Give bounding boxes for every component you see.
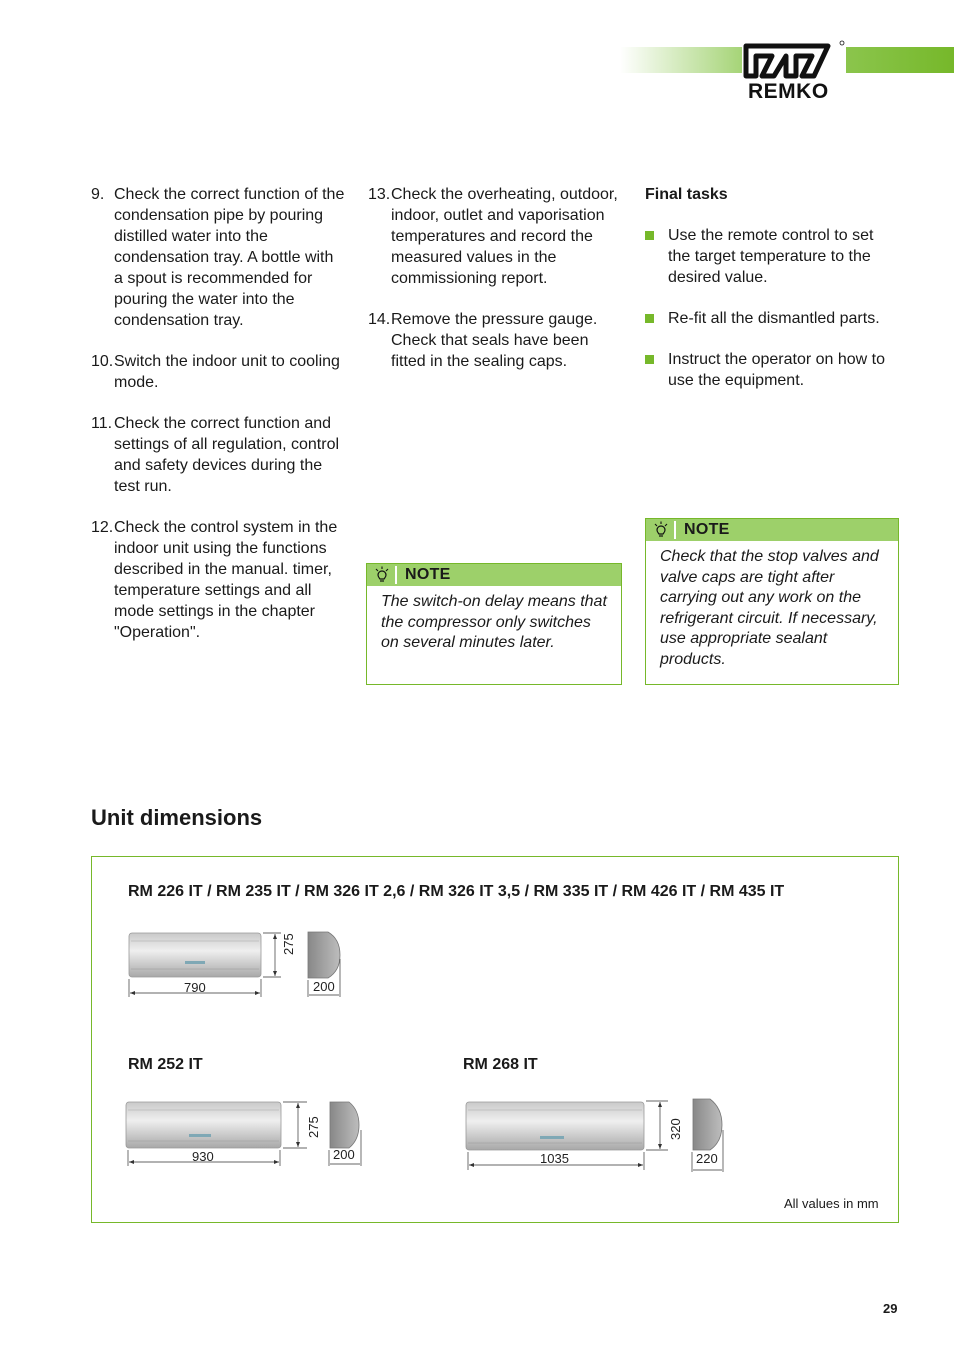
note-text: Check that the stop valves and valve caps are tight after carrying out any work on the refrigerant circuit. If necessary, use appropriate sealant products. [660, 548, 879, 668]
note-box-switch-delay [366, 563, 622, 685]
depth-label: 220 [696, 1151, 718, 1166]
note-box-stop-valves [645, 518, 899, 685]
page-number: 29 [883, 1301, 898, 1316]
list-item: 9. Check the correct function of the condensation pipe by pouring distilled water into the condensation tray. A bottle with a spout is recommended for pouring the water into the condensation tray. [91, 186, 345, 329]
bullet-item: Instruct the operator on how to use the equipment. [645, 349, 900, 391]
column-2 [368, 184, 618, 372]
note-title: NOTE [405, 566, 451, 583]
note-header [646, 519, 898, 541]
square-bullet-icon [645, 231, 654, 240]
square-bullet-icon [645, 355, 654, 364]
bullet-item: Use the remote control to set the target temperature to the desired value. [645, 225, 900, 288]
final-tasks-heading: Final tasks [645, 186, 728, 203]
height-label: 320 [668, 1118, 683, 1140]
list-item: 12. Check the control system in the indoor unit using the functions described in the manual. timer, temperature settings and all mode settings in the chapter "Operation". [91, 519, 338, 641]
section-title: Unit dimensions [91, 805, 263, 830]
note-title: NOTE [684, 521, 730, 538]
unit-note: All values in mm [784, 1196, 879, 1211]
height-label: 275 [281, 933, 296, 955]
note-header [367, 564, 621, 586]
width-label: 1035 [540, 1151, 569, 1166]
list-item: 10. Switch the indoor unit to cooling mode. [91, 353, 340, 391]
unit-drawing-group-3 [460, 1094, 730, 1174]
width-label: 930 [192, 1149, 214, 1164]
model-list-group-3: RM 268 IT [463, 1056, 538, 1073]
height-label: 275 [306, 1116, 321, 1138]
lightbulb-icon [373, 566, 397, 584]
list-item: 13. Check the overheating, outdoor, indoor, outlet and vaporisation temperatures and record the measured values in the commissioning report. [368, 186, 618, 287]
list-item: 11. Check the correct function and settings of all regulation, control and safety devices during the test run. [91, 415, 340, 495]
depth-label: 200 [313, 979, 335, 994]
column-1 [91, 184, 346, 643]
depth-label: 200 [333, 1147, 355, 1162]
brand-name: REMKO [748, 80, 829, 103]
width-label: 790 [184, 980, 206, 995]
column-3 [645, 184, 900, 391]
model-list-group-1: RM 226 IT / RM 235 IT / RM 326 IT 2,6 / RM 326 IT 3,5 / RM 335 IT / RM 426 IT / RM 435 IT [128, 883, 785, 900]
list-item: 14. Remove the pressure gauge. Check that seals have been fitted in the sealing caps. [368, 311, 598, 370]
bullet-item: Re-fit all the dismantled parts. [645, 308, 900, 329]
model-list-group-2: RM 252 IT [128, 1056, 203, 1073]
note-text: The switch-on delay means that the compressor only switches on several minutes later. [381, 593, 607, 651]
lightbulb-icon [652, 521, 676, 539]
square-bullet-icon [645, 314, 654, 323]
